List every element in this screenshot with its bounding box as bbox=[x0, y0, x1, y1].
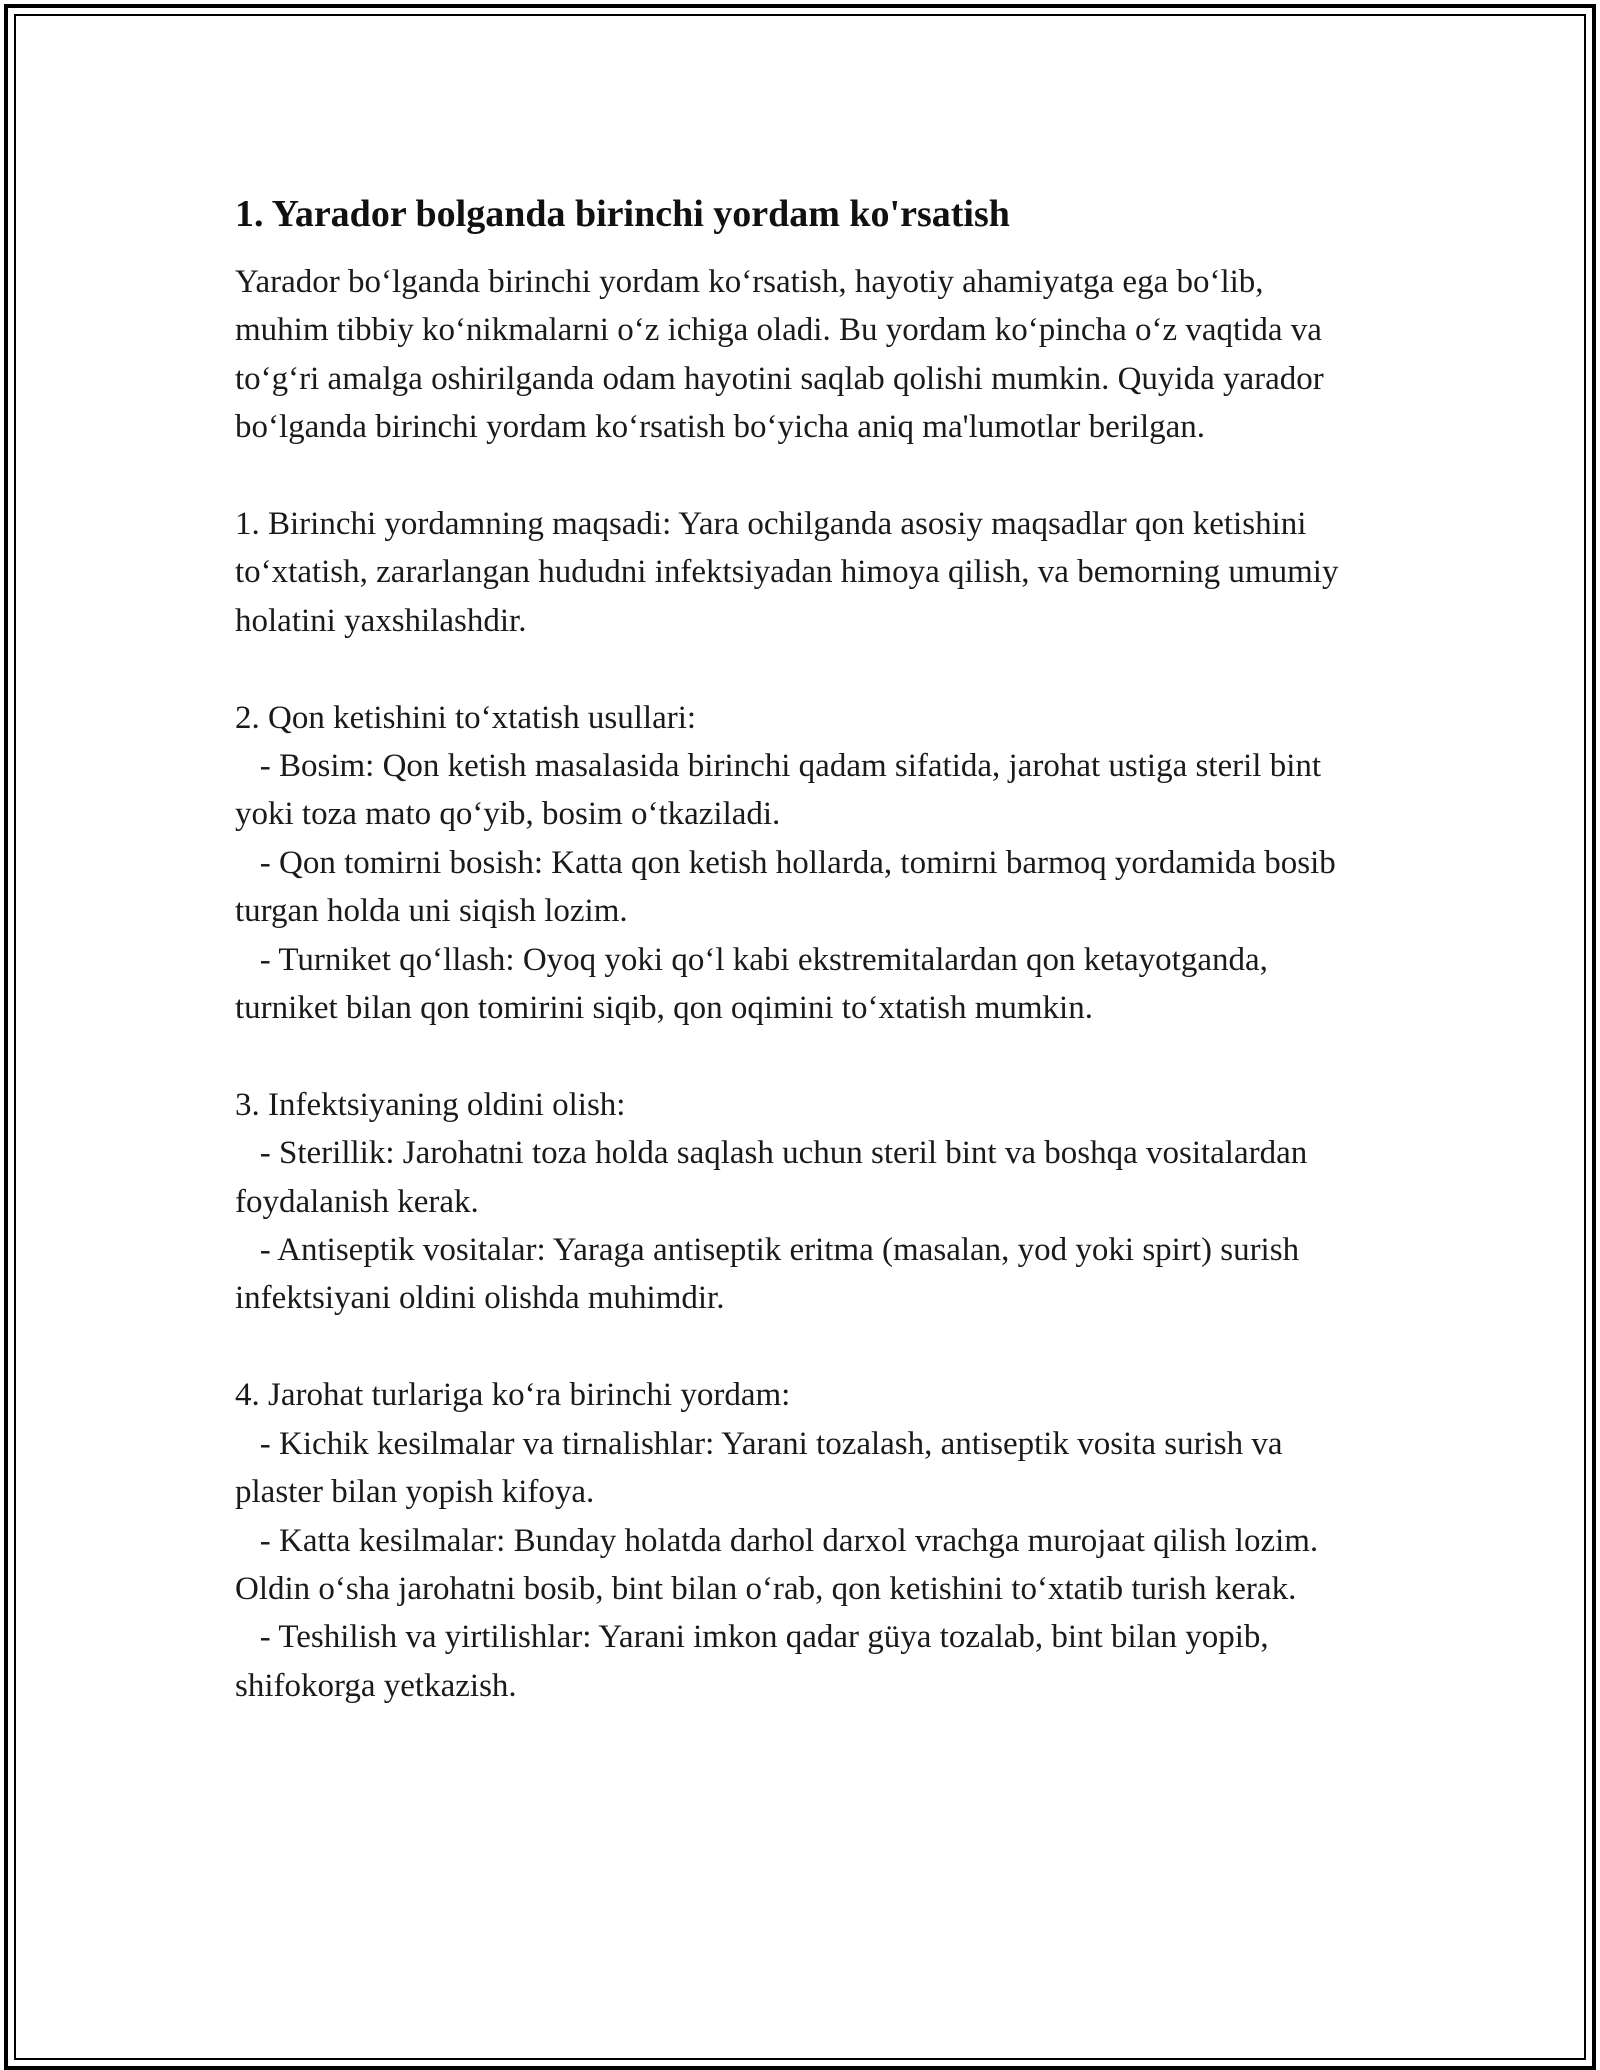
list-item: - Sterillik: Jarohatni toza holda saqlash uchun steril bint va boshqa vositalardan foydalanish kerak. bbox=[235, 1135, 1316, 1220]
list-item: - Kichik kesilmalar va tirnalishlar: Yarani tozalash, antiseptik vosita surish va plaster bilan yopish kifoya. bbox=[235, 1425, 1291, 1511]
document-title: 1. Yarador bolganda birinchi yordam ko'rsatish bbox=[235, 193, 1010, 235]
section-3 bbox=[235, 1081, 1365, 1323]
section-4 bbox=[235, 1371, 1365, 1710]
paragraph-gap bbox=[235, 452, 1365, 500]
intro-paragraph: Yarador bo‘lganda birinchi yordam ko‘rsatish, hayotiy ahamiyatga ega bo‘lib, muhim tibbiy ko‘nikmalarni o‘z ichiga oladi. Bu yordam ko‘pincha o‘z vaqtida va to‘g‘ri amalga oshirilganda odam hayotini saqlab qolishi mumkin. Quyida yarador bo‘lganda birinchi yordam ko‘rsatish bo‘yicha aniq ma'lumotlar berilgan. bbox=[235, 264, 1324, 446]
list-item: - Teshilish va yirtilishlar: Yarani imkon qadar güya tozalab, bint bilan yopib, shifokorga yetkazish. bbox=[235, 1619, 1277, 1704]
document-text bbox=[235, 258, 1365, 1710]
section-heading: 1. Birinchi yordamning maqsadi: Yara ochilganda asosiy maqsadlar qon ketishini to‘xtatish, zararlangan hududni infektsiyadan himoya qilish, va bemorning umumiy holatini yaxshilashdir. bbox=[235, 506, 1347, 639]
section-1 bbox=[235, 500, 1365, 645]
section-2 bbox=[235, 694, 1365, 1033]
paragraph-gap bbox=[235, 1323, 1365, 1371]
list-item: - Turniket qo‘llash: Oyoq yoki qo‘l kabi ekstremitalardan qon ketayotganda, turniket bilan qon tomirini siqib, qon oqimini to‘xtatish mumkin. bbox=[235, 941, 1277, 1027]
paragraph-gap bbox=[235, 1032, 1365, 1080]
section-heading: 3. Infektsiyaning oldini olish: bbox=[235, 1086, 626, 1123]
list-item: - Katta kesilmalar: Bunday holatda darhol darxol vrachga murojaat qilish lozim. Oldin o‘sha jarohatni bosib, bint bilan o‘rab, qon ketishini to‘xtatib turish kerak. bbox=[235, 1522, 1327, 1607]
paragraph-gap bbox=[235, 645, 1365, 693]
section-heading: 4. Jarohat turlariga ko‘ra birinchi yordam: bbox=[235, 1377, 791, 1414]
list-item: - Bosim: Qon ketish masalasida birinchi qadam sifatida, jarohat ustiga steril bint yoki toza mato qo‘yib, bosim o‘tkaziladi. bbox=[235, 748, 1330, 833]
list-item: - Antiseptik vositalar: Yaraga antiseptik eritma (masalan, yod yoki spirt) surish infektsiyani oldini olishda muhimdir. bbox=[235, 1232, 1308, 1317]
list-item: - Qon tomirni bosish: Katta qon ketish hollarda, tomirni barmoq yordamida bosib turgan holda uni siqish lozim. bbox=[235, 844, 1345, 930]
section-heading: 2. Qon ketishini to‘xtatish usullari: bbox=[235, 699, 697, 736]
document-body bbox=[235, 188, 1365, 1710]
